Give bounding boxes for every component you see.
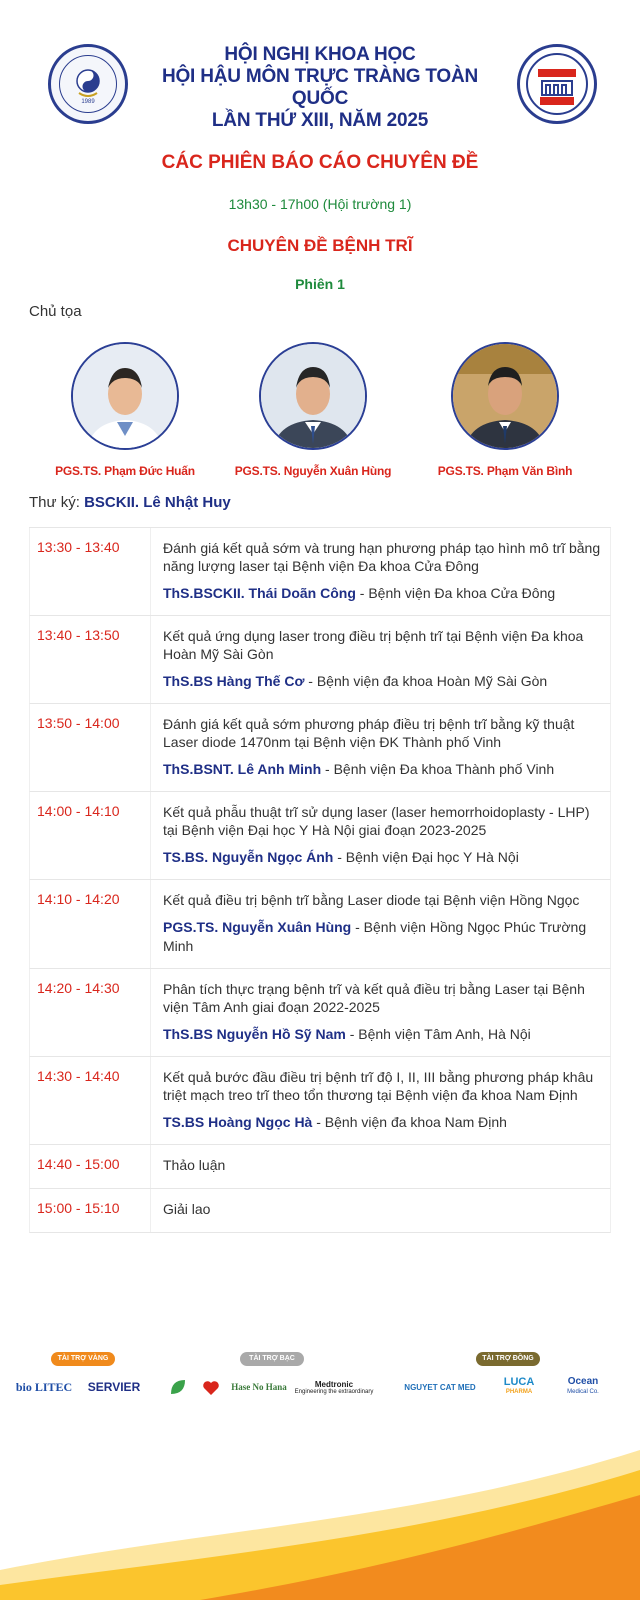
luca-sub: PHARMA — [505, 1389, 533, 1395]
medtronic-tagline: Engineering the extraordinary — [294, 1388, 374, 1395]
decorative-wave — [0, 1440, 640, 1600]
row-time: 14:30 - 14:40 — [30, 1057, 151, 1144]
logo-year: 1989 — [81, 99, 95, 105]
medtronic-name: Medtronic — [314, 1379, 354, 1389]
presenter-affiliation: - Bệnh viện đa khoa Hoàn Mỹ Sài Gòn — [304, 673, 548, 689]
schedule-row — [29, 704, 611, 792]
conference-title — [140, 44, 500, 132]
heart-icon — [200, 1376, 222, 1398]
hasenohana-logo: Hase No Hana — [231, 1382, 287, 1392]
row-title: Phân tích thực trạng bệnh trĩ và kết quả điều trị bằng Laser tại Bệnh viện Tâm Anh giai đoạn 2022-2025 — [163, 981, 585, 1015]
person-portrait-icon — [261, 344, 365, 448]
schedule-row — [29, 880, 611, 969]
row-presenter-line — [163, 918, 604, 956]
sponsor-mark-logo — [164, 1374, 192, 1400]
presenter-name: PGS.TS. Nguyễn Xuân Hùng — [163, 919, 352, 935]
schedule-row — [29, 1189, 611, 1233]
presenter-name: ThS.BS Nguyễn Hồ Sỹ Nam — [163, 1026, 346, 1042]
presenter-name: ThS.BS Hàng Thế Cơ — [163, 673, 305, 689]
row-presenter-line — [163, 672, 604, 691]
schedule-row — [29, 969, 611, 1057]
row-time: 13:40 - 13:50 — [30, 616, 151, 703]
schedule-row — [29, 792, 611, 880]
presenter-name: ThS.BSNT. Lê Anh Minh — [163, 761, 322, 777]
luca-pharma-logo — [492, 1374, 546, 1400]
schedule-row — [29, 1145, 611, 1189]
row-presenter-line — [163, 584, 604, 603]
presenter-affiliation: - Bệnh viện đa khoa Nam Định — [312, 1114, 507, 1130]
university-logo — [517, 44, 597, 124]
row-title: Kết quả bước đầu điều trị bệnh trĩ độ I, II, III bằng phương pháp khâu triệt mạch treo trĩ theo tổn thương tại Bệnh viện đa khoa Nam Định — [163, 1069, 594, 1103]
row-time: 14:00 - 14:10 — [30, 792, 151, 879]
row-time: 15:00 - 15:10 — [30, 1189, 151, 1232]
book-emblem-icon — [524, 51, 590, 117]
secretary-line — [29, 494, 231, 511]
biolitec-logo: bio LITEC — [15, 1379, 73, 1394]
nguyetcatmed-logo: NGUYET CAT MED — [404, 1382, 476, 1392]
row-title: Kết quả điều trị bệnh trĩ bằng Laser diode tại Bệnh viện Hồng Ngọc — [163, 892, 580, 908]
chair-name: PGS.TS. Phạm Đức Huấn — [55, 464, 195, 478]
section-title: CÁC PHIÊN BÁO CÁO CHUYÊN ĐỀ — [161, 152, 479, 173]
chair-name: PGS.TS. Phạm Văn Bình — [437, 464, 573, 478]
bronze-sponsor-badge: TÀI TRỢ ĐỒNG — [476, 1352, 540, 1366]
schedule-row — [29, 1057, 611, 1145]
presenter-affiliation: - Bệnh viện Hồng Ngọc Phúc Trường Minh — [163, 919, 587, 954]
chair-card — [35, 342, 215, 478]
row-title: Kết quả ứng dụng laser trong điều trị bệnh trĩ tại Bệnh viện Đa khoa Hoàn Mỹ Sài Gòn — [163, 628, 584, 662]
row-presenter-line — [163, 1113, 604, 1132]
society-logo — [48, 44, 128, 124]
schedule-table — [29, 527, 611, 1233]
chair-photo — [259, 342, 367, 450]
ocean-medical-logo — [556, 1374, 610, 1400]
chairs-label: Chủ tọa — [29, 303, 82, 320]
luca-name: LUCA — [503, 1376, 535, 1388]
schedule-row — [29, 528, 611, 616]
title-line-1: HỘI NGHỊ KHOA HỌC — [224, 44, 416, 65]
time-hall: 13h30 - 17h00 (Hội trường 1) — [228, 196, 412, 212]
secretary-label: Thư ký: — [29, 494, 80, 511]
row-time: 14:10 - 14:20 — [30, 880, 151, 968]
presenter-affiliation: - Bệnh viện Đa khoa Cửa Đông — [355, 585, 556, 601]
row-presenter-line — [163, 760, 604, 779]
chair-photo — [451, 342, 559, 450]
medtronic-logo — [294, 1374, 374, 1400]
secretary-name: BSCKII. Lê Nhật Huy — [84, 494, 231, 511]
title-line-2: HỘI HẬU MÔN TRỰC TRÀNG TOÀN QUỐC — [161, 66, 479, 109]
chair-photo — [71, 342, 179, 450]
gold-sponsor-badge: TÀI TRỢ VÀNG — [51, 1352, 115, 1366]
presenter-affiliation: - Bệnh viện Đại học Y Hà Nội — [333, 849, 519, 865]
row-time: 14:40 - 15:00 — [30, 1145, 151, 1188]
person-portrait-icon — [73, 344, 177, 448]
leaf-icon — [167, 1376, 189, 1398]
topic-title: CHUYÊN ĐỀ BỆNH TRĨ — [227, 236, 413, 255]
ocean-name: Ocean — [567, 1376, 599, 1387]
row-title: Thảo luận — [163, 1157, 226, 1173]
row-time: 13:50 - 14:00 — [30, 704, 151, 791]
row-title: Đánh giá kết quả sớm và trung hạn phương pháp tạo hình mô trĩ bằng năng lượng laser tại Bệnh viện Đa khoa Cửa Đông — [163, 540, 601, 574]
row-presenter-line — [163, 848, 604, 867]
silver-sponsor-badge: TÀI TRỢ BẠC — [240, 1352, 304, 1366]
schedule-row — [29, 616, 611, 704]
person-portrait-icon — [453, 344, 557, 448]
chair-card — [415, 342, 595, 478]
presenter-name: TS.BS Hoàng Ngọc Hà — [163, 1114, 313, 1130]
presenter-affiliation: - Bệnh viện Tâm Anh, Hà Nội — [345, 1026, 531, 1042]
session-label: Phiên 1 — [295, 276, 345, 292]
heart-sponsor-logo — [196, 1374, 226, 1400]
presenter-name: TS.BS. Nguyễn Ngọc Ánh — [163, 849, 334, 865]
title-line-3: LẦN THỨ XIII, NĂM 2025 — [211, 110, 429, 131]
row-title: Đánh giá kết quả sớm phương pháp điều trị bệnh trĩ bằng kỹ thuật Laser diode 1470nm tại Bệnh viện ĐK Thành phố Vinh — [163, 716, 575, 750]
row-time: 14:20 - 14:30 — [30, 969, 151, 1056]
row-time: 13:30 - 13:40 — [30, 528, 151, 615]
yin-yang-icon — [65, 61, 111, 107]
row-title: Kết quả phẫu thuật trĩ sử dụng laser (laser hemorrhoidoplasty - LHP) tại Bệnh viện Đại học Y Hà Nội giai đoạn 2023-2025 — [163, 804, 590, 838]
row-title: Giải lao — [163, 1201, 211, 1217]
presenter-affiliation: - Bệnh viện Đa khoa Thành phố Vinh — [321, 761, 555, 777]
ocean-sub: Medical Co. — [567, 1389, 599, 1395]
servier-logo: SERVIER — [87, 1380, 141, 1394]
presenter-name: ThS.BSCKII. Thái Doãn Công — [163, 585, 356, 601]
row-presenter-line — [163, 1025, 604, 1044]
chair-name: PGS.TS. Nguyễn Xuân Hùng — [234, 464, 392, 478]
sponsors-section — [0, 1352, 640, 1412]
chair-card — [223, 342, 403, 478]
